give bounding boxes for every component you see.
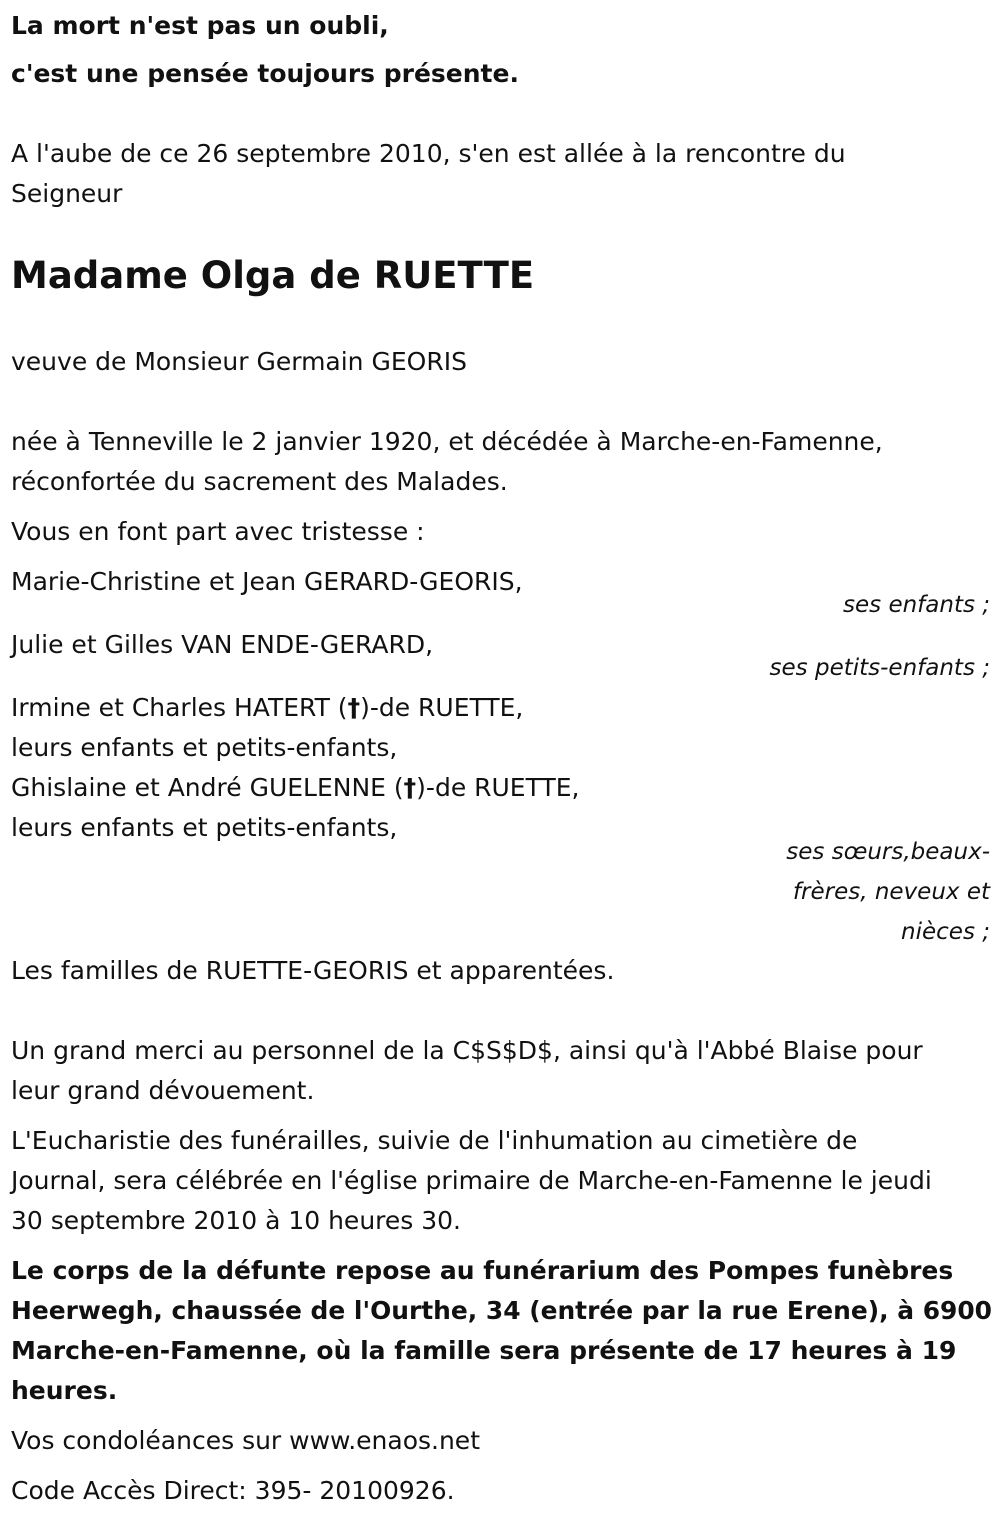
cross-icon: † xyxy=(403,773,417,802)
children-role: ses enfants ; xyxy=(843,592,990,618)
sibling-1-kids: leurs enfants et petits-enfants, xyxy=(11,733,398,762)
cross-icon: † xyxy=(347,693,361,722)
funeral-line-2: Journal, sera célébrée en l'église primaire de Marche-en-Famenne le jeudi xyxy=(11,1166,932,1195)
repose-line-2: Heerwegh, chaussée de l'Ourthe, 34 (entrée par la rue Erene), à 6900 xyxy=(11,1296,992,1325)
sibling-2-names: Ghislaine et André GUELENNE (†)-de RUETTE, xyxy=(11,773,580,802)
sibling-2-kids: leurs enfants et petits-enfants, xyxy=(11,813,398,842)
repose-line-1: Le corps de la défunte repose au funérarium des Pompes funèbres xyxy=(11,1256,954,1285)
condolences-line: Vos condoléances sur www.enaos.net xyxy=(11,1426,480,1455)
grandchildren-role: ses petits-enfants ; xyxy=(769,655,990,681)
thanks-line-1: Un grand merci au personnel de la C$S$D$, ainsi qu'à l'Abbé Blaise pour xyxy=(11,1036,923,1065)
widow-line: veuve de Monsieur Germain GEORIS xyxy=(11,347,467,376)
repose-line-3: Marche-en-Famenne, où la famille sera présente de 17 heures à 19 xyxy=(11,1336,957,1365)
siblings-role-line-2: frères, neveux et xyxy=(792,879,990,905)
siblings-role-line-1: ses sœurs,beaux- xyxy=(786,839,990,865)
birth-line-1: née à Tenneville le 2 janvier 1920, et décédée à Marche-en-Famenne, xyxy=(11,427,883,456)
grandchildren-names: Julie et Gilles VAN ENDE-GERARD, xyxy=(11,630,434,659)
birth-line-2: réconfortée du sacrement des Malades. xyxy=(11,467,508,496)
deceased-name: Madame Olga de RUETTE xyxy=(11,254,535,297)
repose-line-4: heures. xyxy=(11,1376,118,1405)
sibling-1-names: Irmine et Charles HATERT (†)-de RUETTE, xyxy=(11,693,524,722)
quote-line-2: c'est une pensée toujours présente. xyxy=(11,59,519,88)
quote-line-1: La mort n'est pas un oubli, xyxy=(11,11,389,40)
thanks-line-2: leur grand dévouement. xyxy=(11,1076,315,1105)
siblings-role-line-3: nièces ; xyxy=(901,919,990,945)
access-code-line: Code Accès Direct: 395- 20100926. xyxy=(11,1476,455,1505)
funeral-line-1: L'Eucharistie des funérailles, suivie de l'inhumation au cimetière de xyxy=(11,1126,858,1155)
announce-line: Vous en font part avec tristesse : xyxy=(11,517,425,546)
intro-line-2: Seigneur xyxy=(11,179,123,208)
children-names: Marie-Christine et Jean GERARD-GEORIS, xyxy=(11,567,523,596)
intro-line-1: A l'aube de ce 26 septembre 2010, s'en est allée à la rencontre du xyxy=(11,139,846,168)
funeral-line-3: 30 septembre 2010 à 10 heures 30. xyxy=(11,1206,461,1235)
families-line: Les familles de RUETTE-GEORIS et apparentées. xyxy=(11,956,615,985)
